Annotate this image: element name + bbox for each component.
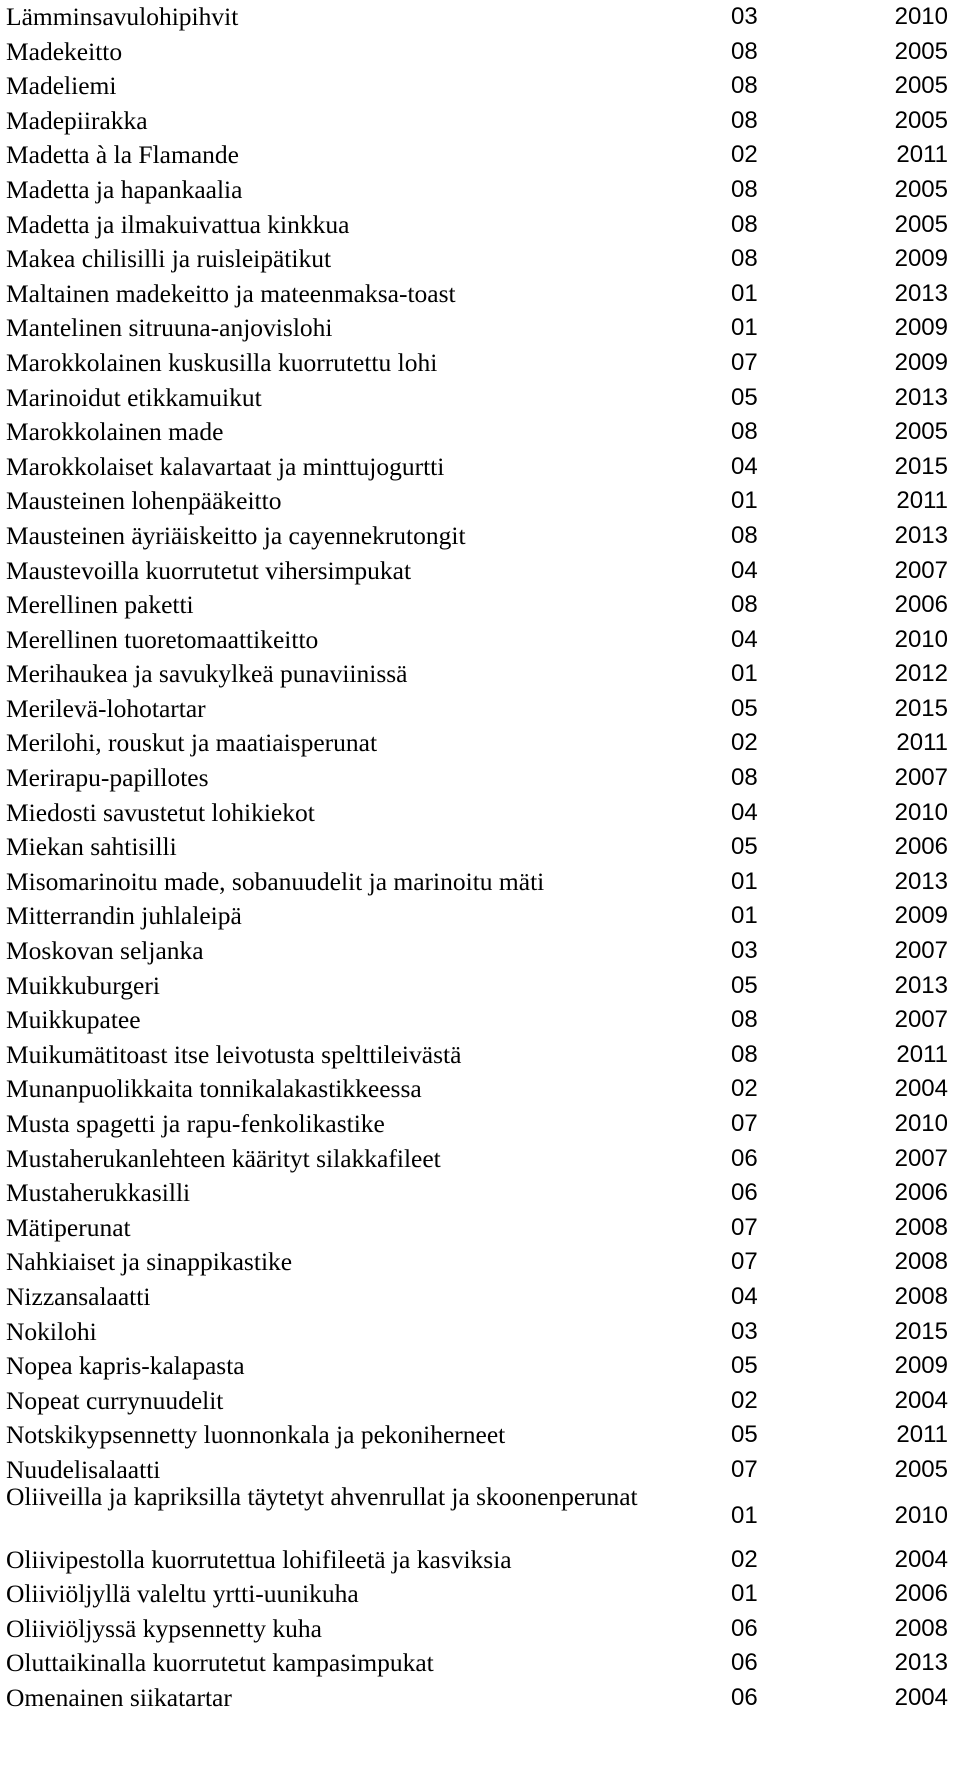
- recipe-issue-number: 08: [731, 1040, 758, 1068]
- recipe-issue-number: 08: [731, 210, 758, 238]
- recipe-name: Munanpuolikkaita tonnikalakastikkeessa: [6, 1074, 422, 1104]
- recipe-name: Miekan sahtisilli: [6, 832, 177, 862]
- recipe-row: [0, 934, 960, 969]
- recipe-issue-number: 08: [731, 1006, 758, 1034]
- recipe-row: [0, 208, 960, 243]
- recipe-name: Oliiviöljyllä valeltu yrtti-uunikuha: [6, 1579, 359, 1609]
- recipe-row: [0, 1142, 960, 1177]
- recipe-name: Marokkolaiset kalavartaat ja minttujogurtti: [6, 451, 445, 481]
- recipe-issue-number: 05: [731, 1421, 758, 1449]
- recipe-name: Muikumätitoast itse leivotusta spelttileivästä: [6, 1039, 462, 1069]
- recipe-name: Omenainen siikatartar: [6, 1682, 232, 1712]
- recipe-year: 2009: [894, 902, 948, 930]
- recipe-row: [0, 1481, 960, 1543]
- recipe-year: 2007: [894, 1006, 948, 1034]
- recipe-issue-number: 01: [731, 1501, 758, 1529]
- recipe-year: 2015: [894, 694, 948, 722]
- recipe-issue-number: 08: [731, 418, 758, 446]
- recipe-year: 2012: [894, 660, 948, 688]
- recipe-row: [0, 1577, 960, 1612]
- recipe-issue-number: 03: [731, 3, 758, 30]
- recipe-issue-number: 05: [731, 833, 758, 861]
- recipe-name: Oliiveilla ja kapriksilla täytetyt ahvenrullat ja skoonenperunat: [6, 1481, 638, 1511]
- recipe-year: 2013: [894, 279, 948, 307]
- recipe-row: [0, 1211, 960, 1246]
- recipe-row: [0, 450, 960, 485]
- recipe-year: 2008: [894, 1282, 948, 1310]
- recipe-year: 2005: [894, 1455, 948, 1483]
- recipe-name: Maustevoilla kuorrutetut vihersimpukat: [6, 555, 412, 585]
- recipe-issue-number: 06: [731, 1179, 758, 1207]
- recipe-name: Musta spagetti ja rapu-fenkolikastike: [6, 1109, 385, 1138]
- recipe-name: Muikkupatee: [6, 1005, 141, 1035]
- recipe-issue-number: 06: [731, 1649, 758, 1677]
- recipe-issue-number: 04: [731, 1282, 758, 1310]
- recipe-issue-number: 08: [731, 106, 758, 134]
- recipe-year: 2008: [894, 1213, 948, 1241]
- recipe-row: [0, 1003, 960, 1038]
- recipe-row: [0, 761, 960, 796]
- recipe-year: 2013: [894, 521, 948, 549]
- recipe-row: [0, 0, 960, 35]
- recipe-row: [0, 242, 960, 277]
- recipe-name: Madeliemi: [6, 71, 117, 101]
- recipe-name: Nizzansalaatti: [6, 1281, 151, 1311]
- recipe-row: [0, 1038, 960, 1073]
- recipe-issue-number: 02: [731, 1545, 758, 1573]
- recipe-issue-number: 07: [731, 348, 758, 376]
- recipe-year: 2006: [894, 1179, 948, 1207]
- recipe-issue-number: 05: [731, 694, 758, 722]
- recipe-year: 2004: [894, 1075, 948, 1103]
- recipe-row: [0, 1072, 960, 1107]
- recipe-issue-number: 02: [731, 1386, 758, 1414]
- recipe-row: [0, 1681, 960, 1716]
- recipe-row: [0, 415, 960, 450]
- recipe-year: 2010: [894, 798, 948, 826]
- recipe-year: 2005: [894, 418, 948, 446]
- recipe-year: 2011: [896, 1040, 948, 1068]
- recipe-year: 2009: [894, 314, 948, 342]
- recipe-year: 2011: [896, 487, 948, 515]
- recipe-name: Miedosti savustetut lohikiekot: [6, 797, 315, 827]
- recipe-year: 2011: [896, 1421, 948, 1449]
- recipe-name: Nuudelisalaatti: [6, 1454, 161, 1484]
- recipe-name: Merellinen paketti: [6, 590, 194, 620]
- recipe-name: Mausteinen lohenpääkeitto: [6, 486, 282, 516]
- recipe-year: 2010: [894, 1110, 948, 1137]
- recipe-name: Nokilohi: [6, 1316, 97, 1346]
- recipe-year: 2005: [894, 37, 948, 65]
- recipe-issue-number: 04: [731, 798, 758, 826]
- recipe-year: 2004: [894, 1545, 948, 1573]
- recipe-name: Marokkolainen kuskusilla kuorrutettu lohi: [6, 347, 438, 377]
- recipe-name: Madetta ja hapankaalia: [6, 174, 243, 204]
- recipe-issue-number: 01: [731, 660, 758, 688]
- recipe-issue-number: 05: [731, 1352, 758, 1380]
- recipe-year: 2009: [894, 348, 948, 376]
- recipe-issue-number: 07: [731, 1213, 758, 1241]
- recipe-name: Mustaherukkasilli: [6, 1178, 191, 1208]
- recipe-row: [0, 138, 960, 173]
- recipe-row: [0, 726, 960, 761]
- recipe-name: Marokkolainen made: [6, 417, 224, 447]
- recipe-issue-number: 08: [731, 591, 758, 619]
- recipe-name: Madetta ja ilmakuivattua kinkkua: [6, 209, 350, 239]
- recipe-row: [0, 1349, 960, 1384]
- recipe-row: [0, 554, 960, 589]
- recipe-name: Merihaukea ja savukylkeä punaviinissä: [6, 659, 408, 689]
- recipe-name: Misomarinoitu made, sobanuudelit ja marinoitu mäti: [6, 866, 545, 896]
- recipe-issue-number: 06: [731, 1614, 758, 1642]
- recipe-row: [0, 1107, 960, 1142]
- recipe-issue-number: 02: [731, 1075, 758, 1103]
- recipe-issue-number: 01: [731, 279, 758, 307]
- recipe-year: 2007: [894, 556, 948, 584]
- recipe-row: [0, 1315, 960, 1350]
- recipe-issue-number: 01: [731, 867, 758, 895]
- recipe-year: 2005: [894, 106, 948, 134]
- recipe-issue-number: 04: [731, 625, 758, 653]
- recipe-row: [0, 35, 960, 70]
- recipe-row: [0, 69, 960, 104]
- recipe-row: [0, 657, 960, 692]
- recipe-row: [0, 311, 960, 346]
- recipe-issue-number: 05: [731, 383, 758, 411]
- recipe-issue-number: 03: [731, 937, 758, 965]
- recipe-row: [0, 104, 960, 139]
- recipe-year: 2010: [894, 3, 948, 30]
- recipe-year: 2013: [894, 867, 948, 895]
- recipe-year: 2009: [894, 1352, 948, 1380]
- recipe-year: 2006: [894, 591, 948, 619]
- recipe-row: [0, 173, 960, 208]
- recipe-name: Merirapu-papillotes: [6, 763, 209, 793]
- recipe-name: Notskikypsennetty luonnonkala ja pekoniherneet: [6, 1420, 506, 1450]
- recipe-year: 2009: [894, 245, 948, 273]
- recipe-year: 2013: [894, 971, 948, 999]
- recipe-year: 2011: [896, 141, 948, 169]
- recipe-row: [0, 1612, 960, 1647]
- recipe-row: [0, 1245, 960, 1280]
- recipe-issue-number: 08: [731, 72, 758, 100]
- recipe-year: 2008: [894, 1248, 948, 1276]
- recipe-name: Merellinen tuoretomaattikeitto: [6, 624, 319, 654]
- recipe-issue-number: 07: [731, 1110, 758, 1137]
- recipe-row: [0, 519, 960, 554]
- recipe-name: Mantelinen sitruuna-anjovislohi: [6, 313, 333, 343]
- recipe-row: [0, 796, 960, 831]
- recipe-issue-number: 06: [731, 1683, 758, 1711]
- recipe-year: 2005: [894, 72, 948, 100]
- recipe-year: 2013: [894, 1649, 948, 1677]
- recipe-year: 2013: [894, 383, 948, 411]
- recipe-year: 2006: [894, 833, 948, 861]
- recipe-row: [0, 1543, 960, 1578]
- recipe-row: [0, 899, 960, 934]
- recipe-issue-number: 08: [731, 521, 758, 549]
- recipe-issue-number: 04: [731, 556, 758, 584]
- recipe-year: 2004: [894, 1683, 948, 1711]
- recipe-name: Merilohi, rouskut ja maatiaisperunat: [6, 728, 378, 758]
- recipe-issue-number: 03: [731, 1317, 758, 1345]
- recipe-issue-number: 01: [731, 314, 758, 342]
- recipe-name: Nopea kapris-kalapasta: [6, 1351, 245, 1381]
- recipe-name: Oliiviöljyssä kypsennetty kuha: [6, 1613, 322, 1643]
- recipe-year: 2005: [894, 210, 948, 238]
- recipe-row: [0, 484, 960, 519]
- recipe-year: 2005: [894, 175, 948, 203]
- recipe-row: [0, 1176, 960, 1211]
- recipe-year: 2008: [894, 1614, 948, 1642]
- recipe-issue-number: 05: [731, 971, 758, 999]
- recipe-year: 2015: [894, 1317, 948, 1345]
- recipe-issue-number: 01: [731, 902, 758, 930]
- recipe-name: Mätiperunat: [6, 1212, 131, 1242]
- recipe-issue-number: 07: [731, 1248, 758, 1276]
- recipe-name: Madekeitto: [6, 36, 123, 66]
- recipe-issue-number: 01: [731, 487, 758, 515]
- recipe-year: 2007: [894, 937, 948, 965]
- recipe-row: [0, 830, 960, 865]
- recipe-year: 2011: [896, 729, 948, 757]
- recipe-row: [0, 969, 960, 1004]
- recipe-row: [0, 623, 960, 658]
- recipe-name: Mausteinen äyriäiskeitto ja cayennekrutongit: [6, 520, 466, 550]
- recipe-year: 2015: [894, 452, 948, 480]
- recipe-row: [0, 1646, 960, 1681]
- recipe-name: Mitterrandin juhlaleipä: [6, 901, 242, 931]
- recipe-row: [0, 381, 960, 416]
- recipe-name: Madepiirakka: [6, 105, 148, 135]
- recipe-row: [0, 277, 960, 312]
- recipe-issue-number: 06: [731, 1144, 758, 1172]
- recipe-name: Madetta à la Flamande: [6, 140, 239, 170]
- recipe-row: [0, 692, 960, 727]
- recipe-issue-number: 08: [731, 245, 758, 273]
- recipe-row: [0, 346, 960, 381]
- recipe-issue-number: 02: [731, 729, 758, 757]
- recipe-name: Merilevä-lohotartar: [6, 693, 206, 723]
- recipe-row: [0, 1384, 960, 1419]
- recipe-year: 2010: [894, 1501, 948, 1529]
- recipe-issue-number: 08: [731, 764, 758, 792]
- recipe-issue-number: 02: [731, 141, 758, 169]
- recipe-issue-number: 08: [731, 175, 758, 203]
- recipe-row: [0, 1280, 960, 1315]
- recipe-name: Oliivipestolla kuorrutettua lohifileetä ja kasviksia: [6, 1544, 512, 1574]
- recipe-name: Moskovan seljanka: [6, 936, 204, 966]
- recipe-year: 2004: [894, 1386, 948, 1414]
- recipe-name: Nopeat currynuudelit: [6, 1385, 224, 1415]
- recipe-year: 2007: [894, 764, 948, 792]
- recipe-name: Mustaherukanlehteen käärityt silakkafileet: [6, 1143, 441, 1173]
- recipe-issue-number: 01: [731, 1580, 758, 1608]
- recipe-year: 2007: [894, 1144, 948, 1172]
- recipe-issue-number: 07: [731, 1455, 758, 1483]
- recipe-row: [0, 588, 960, 623]
- recipe-name: Marinoidut etikkamuikut: [6, 382, 262, 412]
- recipe-year: 2010: [894, 625, 948, 653]
- recipe-name: Muikkuburgeri: [6, 970, 160, 1000]
- recipe-name: Makea chilisilli ja ruisleipätikut: [6, 244, 332, 274]
- recipe-year: 2006: [894, 1580, 948, 1608]
- recipe-issue-number: 08: [731, 37, 758, 65]
- recipe-issue-number: 04: [731, 452, 758, 480]
- recipe-name: Nahkiaiset ja sinappikastike: [6, 1247, 293, 1277]
- recipe-name: Oluttaikinalla kuorrutetut kampasimpukat: [6, 1648, 434, 1678]
- recipe-row: [0, 1418, 960, 1453]
- recipe-name: Maltainen madekeitto ja mateenmaksa-toast: [6, 278, 456, 308]
- recipe-name: Lämminsavulohipihvit: [6, 2, 239, 31]
- recipe-row: [0, 865, 960, 900]
